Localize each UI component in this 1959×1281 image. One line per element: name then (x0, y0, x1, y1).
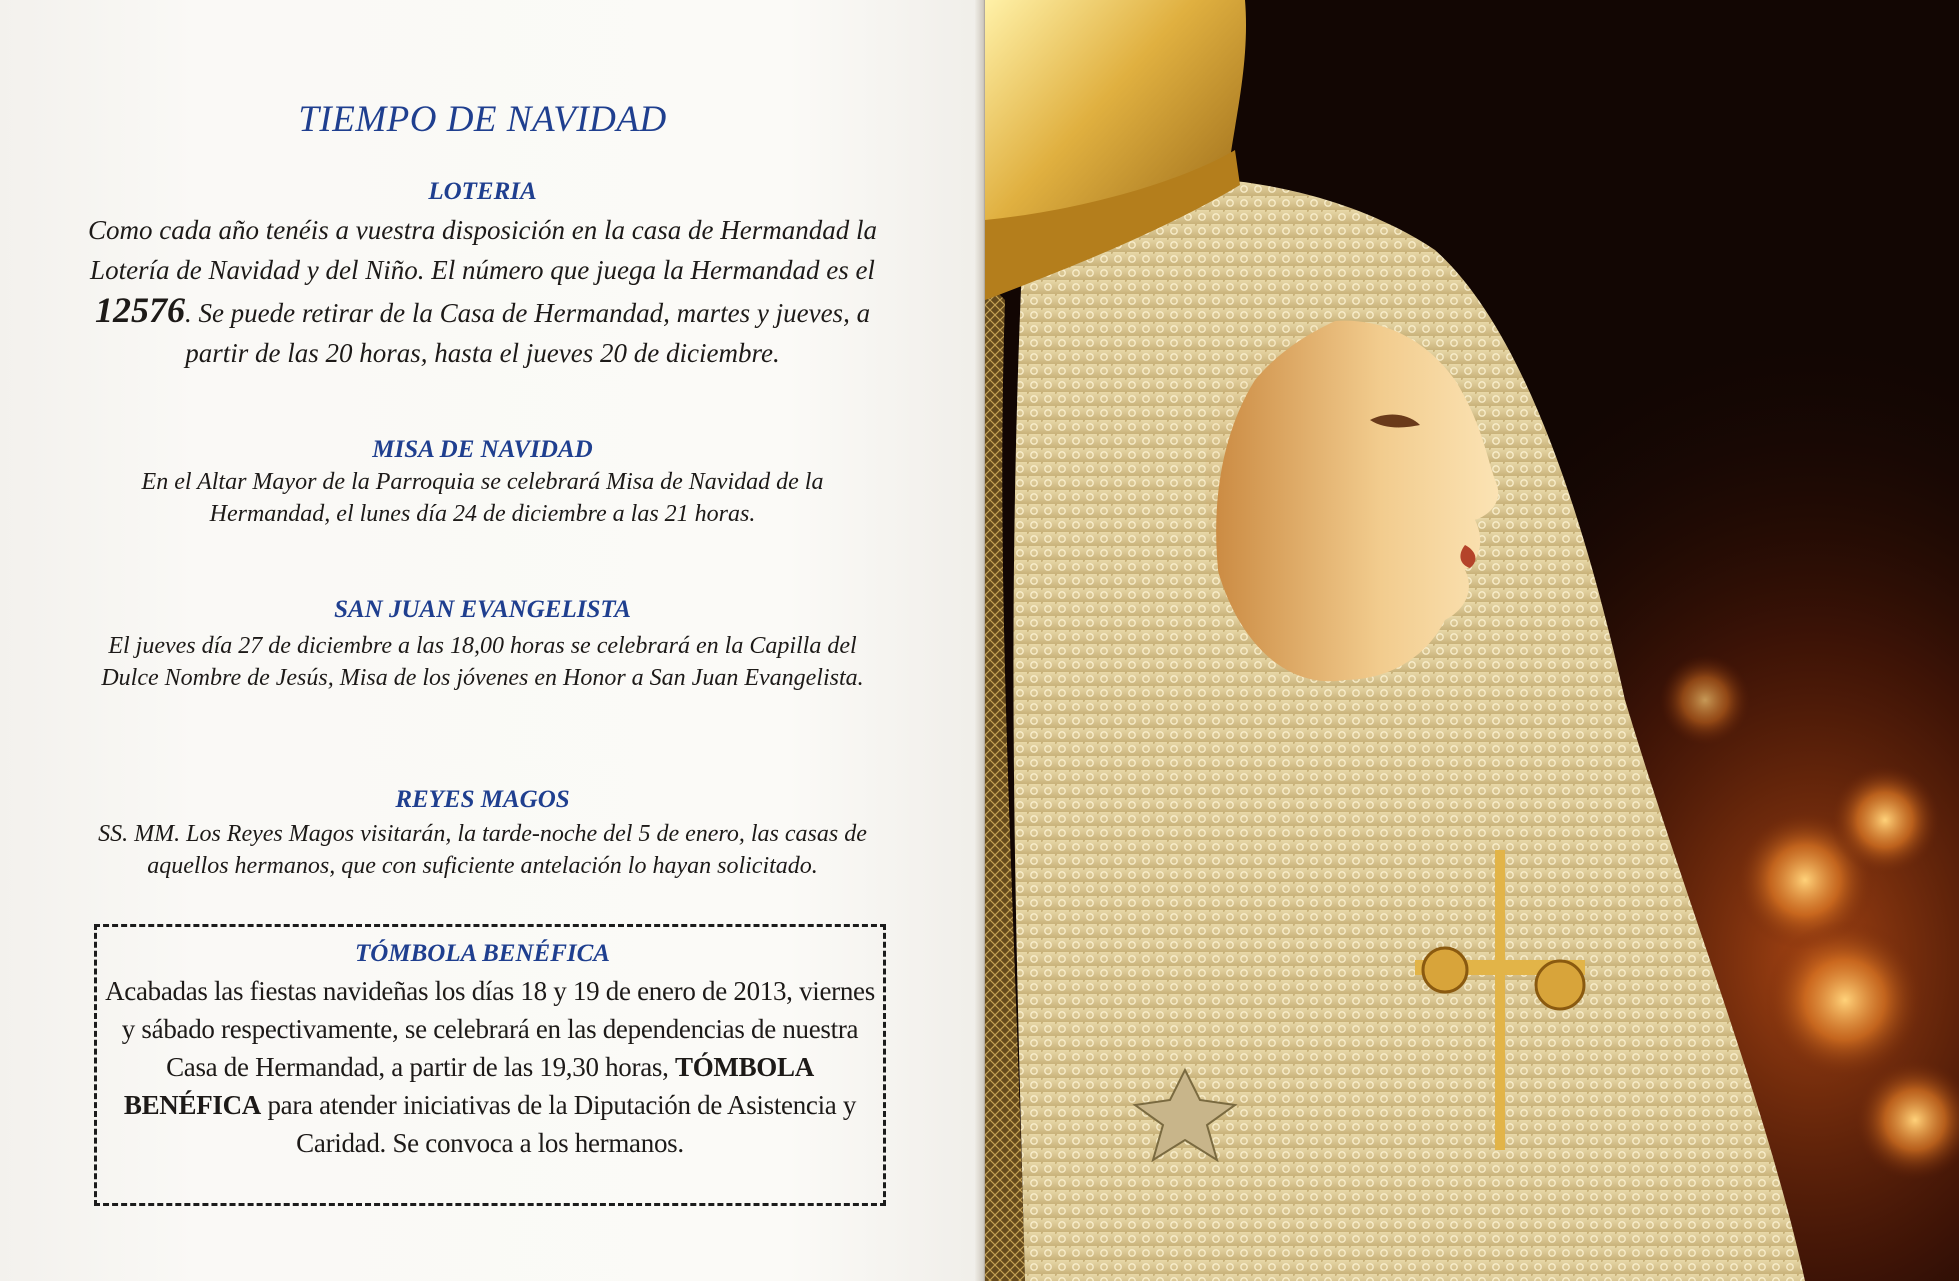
candle-light (1765, 920, 1925, 1080)
reyes-text: SS. MM. Los Reyes Magos visitarán, la tarde-noche del 5 de enero, las casas de aquellos hermanos, que con suficiente antelación lo hayan solicitado. (98, 821, 867, 879)
tombola-heading: TÓMBOLA BENÉFICA (355, 940, 610, 967)
tombola-text-after: para atender iniciativas de la Diputación de Asistencia y Caridad. Se convoca a los hermanos. (261, 1090, 857, 1158)
loteria-text (80, 210, 885, 373)
loteria-text-after: . Se puede retirar de la Casa de Hermandad, martes y jueves, a partir de las 20 horas, hasta el jueves 20 de diciembre. (184, 298, 871, 368)
tombola-text-before: Acabadas las fiestas navideñas los días 18 y 19 de enero de 2013, viernes y sábado respectivamente, se celebrará en las dependencias de nuestra Casa de Hermandad, a partir de las 19,30 horas, (105, 976, 875, 1082)
right-page (985, 0, 1959, 1281)
candle-light (1660, 655, 1750, 745)
san-juan-text: El jueves día 27 de diciembre a las 18,00 horas se celebrará en la Capilla del Dulce Nombre de Jesús, Misa de los jóvenes en Honor a San Juan Evangelista. (101, 633, 864, 691)
tombola-strong: TÓMBOLA BENÉFICA (123, 1052, 814, 1120)
loteria-number: 12576 (94, 290, 185, 330)
misa-heading: MISA DE NAVIDAD (372, 436, 593, 463)
misa-text: En el Altar Mayor de la Parroquia se celebrará Misa de Navidad de la Hermandad, el lunes día 24 de diciembre a las 21 horas. (141, 469, 824, 527)
page-title: TIEMPO DE NAVIDAD (298, 99, 667, 140)
san-juan-heading: SAN JUAN EVANGELISTA (334, 596, 631, 623)
loteria-heading: LOTERIA (428, 178, 537, 205)
loteria-text-before: Como cada año tenéis a vuestra disposición en la casa de Hermandad la Lotería de Navidad y del Niño. El número que juega la Hermandad es el (88, 215, 877, 285)
candle-light (1830, 765, 1940, 875)
tombola-text (104, 972, 876, 1162)
virgin-statue-photo (985, 0, 1959, 1281)
reyes-heading: REYES MAGOS (395, 786, 570, 813)
